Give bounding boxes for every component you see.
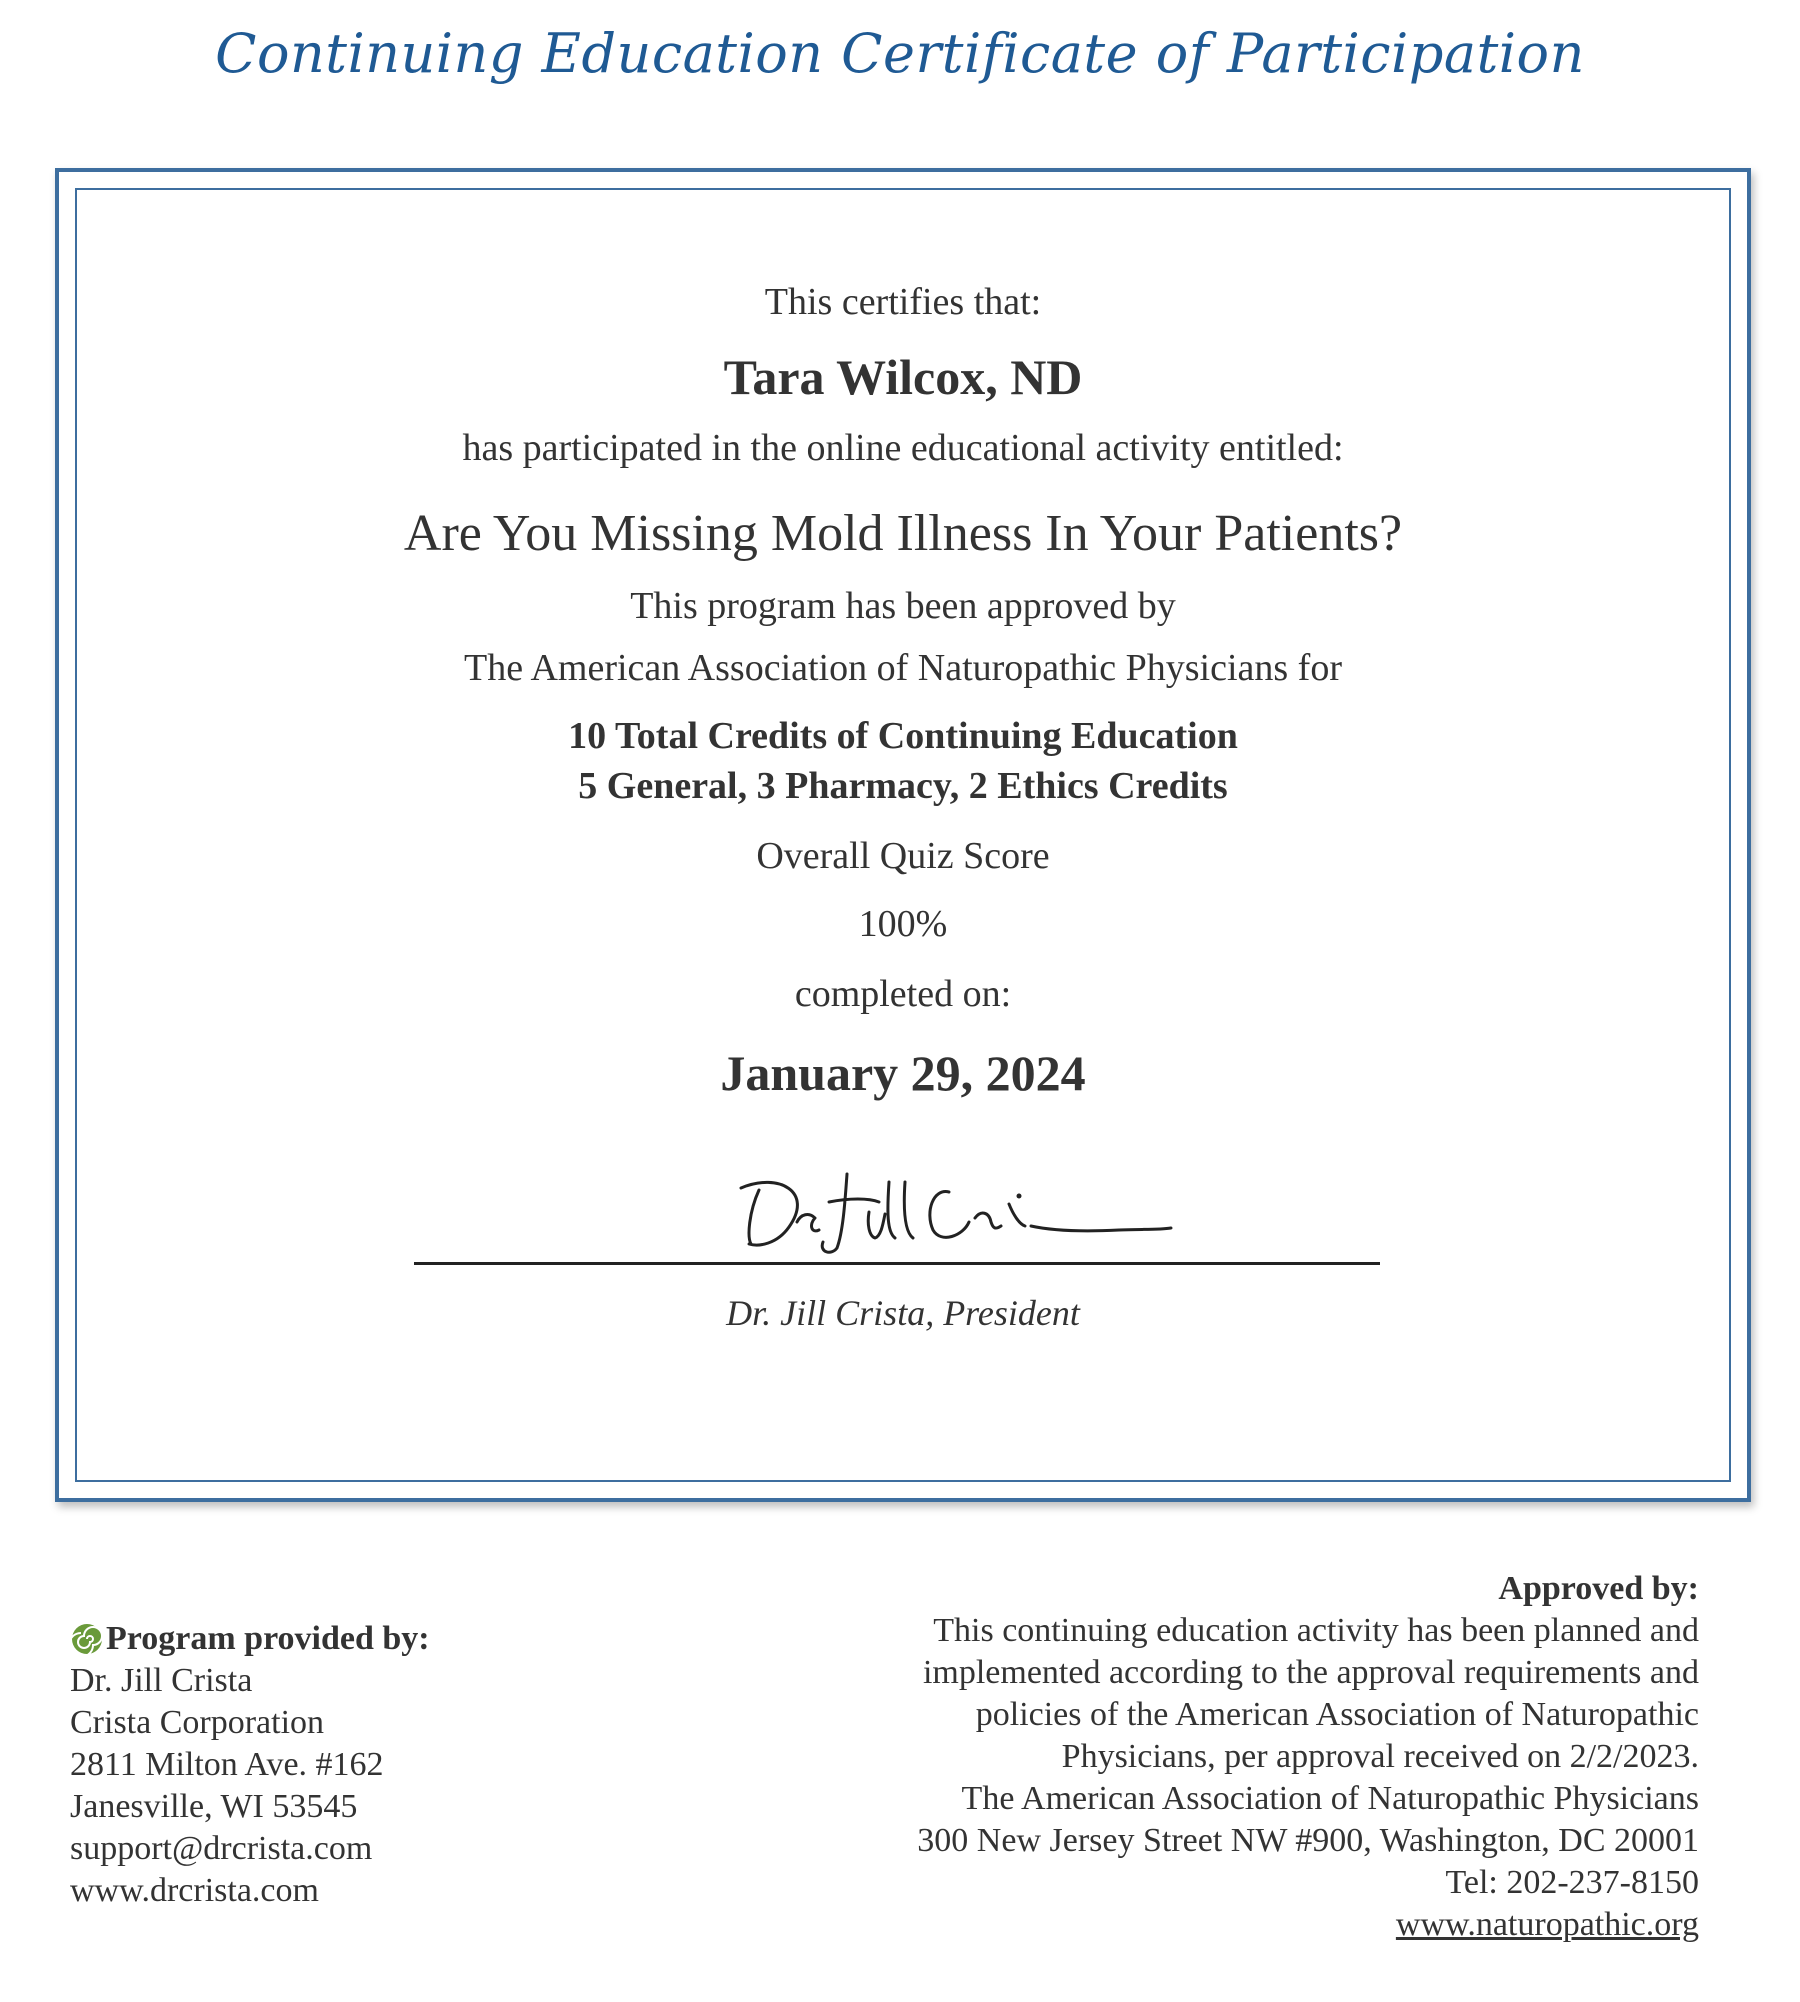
recipient-name: Tara Wilcox, ND [723,349,1083,405]
program-provider-block [70,1618,430,1912]
certificate-frame [55,168,1751,1502]
provider-heading [70,1618,430,1660]
approval-statement-line-2: The American Association of Naturopathic Physicians for [463,647,1342,689]
approval-line: The American Association of Naturopathic Physicians [961,1780,1699,1817]
approval-statement-line-1: This program has been approved by [630,585,1176,627]
participated-text: has participated in the online educational activity entitled: [462,427,1344,469]
credits-breakdown: 5 General, 3 Pharmacy, 2 Ethics Credits [578,765,1228,807]
provider-website[interactable]: www.drcrista.com [70,1872,319,1909]
approval-line: 300 New Jersey Street NW #900, Washington, DC 20001 [917,1822,1699,1859]
provider-line: 2811 Milton Ave. #162 [70,1746,384,1783]
approval-block [699,1568,1699,1946]
provider-line: Crista Corporation [70,1704,325,1741]
quiz-score-label: Overall Quiz Score [756,835,1050,877]
provider-line: Janesville, WI 53545 [70,1788,358,1825]
approval-line: implemented according to the approval requirements and [922,1654,1699,1691]
provider-email[interactable]: support@drcrista.com [70,1830,373,1867]
approval-line: This continuing education activity has been planned and [933,1612,1699,1649]
certifies-text: This certifies that: [764,281,1042,323]
approval-heading: Approved by: [1498,1570,1699,1607]
approval-line: Physicians, per approval received on 2/2/2023. [1061,1738,1699,1775]
signature-line [414,1262,1380,1265]
provider-heading-text: Program provided by: [106,1620,430,1657]
quiz-score-value: 100% [858,903,948,945]
approval-line: policies of the American Association of Naturopathic [975,1696,1699,1733]
approval-phone: Tel: 202-237-8150 [1445,1864,1699,1901]
spiral-leaf-icon [70,1622,104,1656]
provider-line: Dr. Jill Crista [70,1662,253,1699]
completed-date: January 29, 2024 [720,1045,1086,1101]
completed-label: completed on: [794,973,1012,1015]
signer-name: Dr. Jill Crista, President [726,1293,1080,1333]
handwritten-signature [719,1152,1179,1262]
activity-title: Are You Missing Mold Illness In Your Patients? [403,505,1403,562]
approval-website-link[interactable]: www.naturopathic.org [1395,1906,1699,1943]
certificate-title: Continuing Education Certificate of Participation [215,22,1585,85]
credits-total: 10 Total Credits of Continuing Education [568,715,1238,757]
